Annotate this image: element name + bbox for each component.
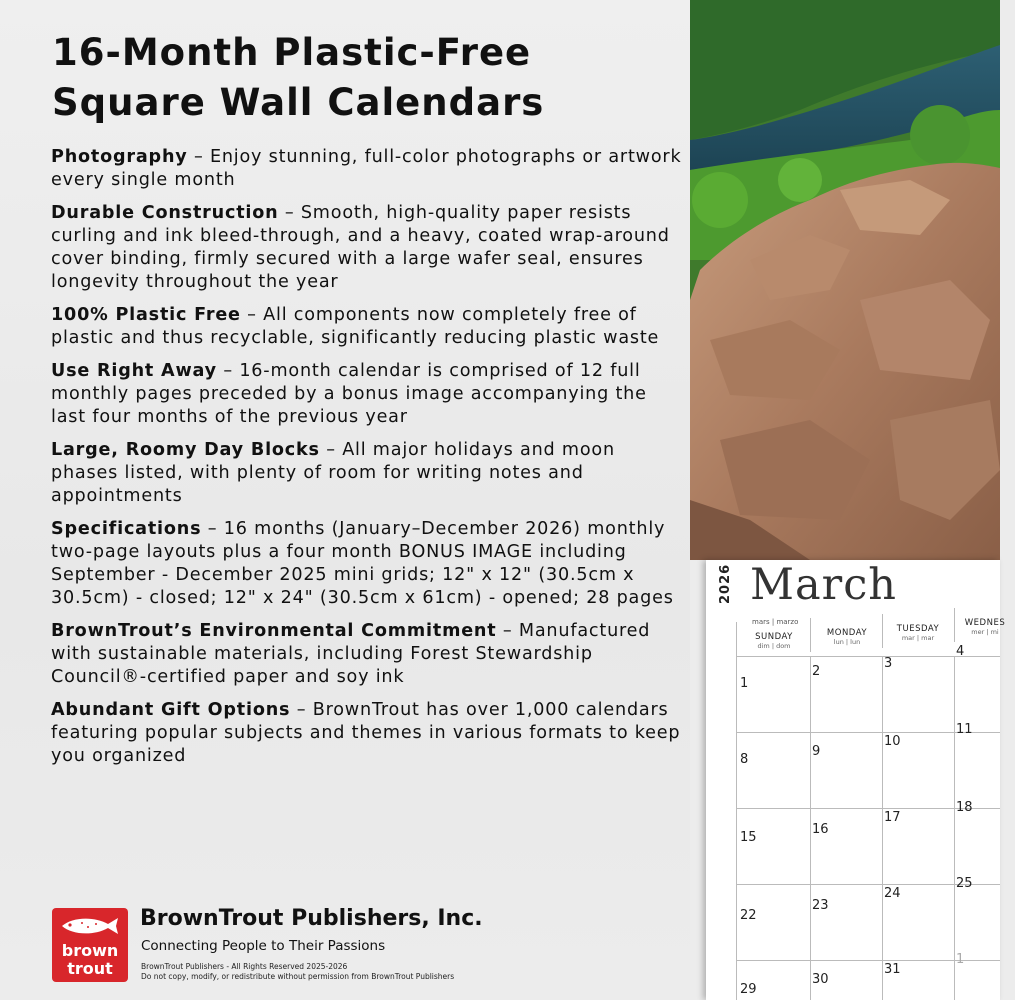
day-translation: mer | mi xyxy=(971,628,999,636)
day-header-tuesday xyxy=(882,614,953,648)
calendar-date: 16 xyxy=(812,822,829,837)
feature-item xyxy=(51,439,687,508)
publisher-tagline: Connecting People to Their Passions xyxy=(141,938,386,954)
day-translation: dim | dom xyxy=(757,642,791,650)
browntrout-logo xyxy=(52,908,128,982)
calendar-date: 10 xyxy=(884,734,901,749)
grid-line xyxy=(736,656,737,1000)
feature-item xyxy=(51,518,687,610)
feature-text: Manufactured with sustainable materials, including Forest Stewardship Council®-certified paper and soy ink xyxy=(51,621,651,687)
day-name: SUNDAY xyxy=(755,632,793,642)
feature-heading: Durable Construction xyxy=(51,203,279,223)
feature-heading: 100% Plastic Free xyxy=(51,305,241,325)
copyright-line-1: BrownTrout Publishers - All Rights Reserved 2025-2026 xyxy=(141,962,348,971)
publisher-block xyxy=(52,906,682,986)
calendar-date: 1 xyxy=(956,952,965,967)
calendar-date: 31 xyxy=(884,962,901,977)
day-name: TUESDAY xyxy=(896,624,940,634)
calendar-year: 2026 xyxy=(718,563,733,604)
calendar-date: 1 xyxy=(740,676,749,691)
calendar-date: 22 xyxy=(740,908,757,923)
calendar-date: 25 xyxy=(956,876,973,891)
calendar-date: 23 xyxy=(812,898,829,913)
page-title xyxy=(52,28,682,128)
day-header-wednesday xyxy=(954,608,1015,642)
feature-item xyxy=(51,202,687,294)
feature-separator: – xyxy=(187,147,210,167)
trout-icon xyxy=(58,914,122,938)
day-header-monday xyxy=(810,618,883,652)
feature-text: 16-month calendar is comprised of 12 full monthly pages preceded by a bonus image accompanying the last four months of the previous year xyxy=(51,361,647,427)
feature-separator: – xyxy=(319,440,343,460)
feature-item xyxy=(51,620,687,689)
feature-heading: Use Right Away xyxy=(51,361,217,381)
feature-separator: – xyxy=(240,305,264,325)
feature-text: Smooth, high-quality paper resists curling and ink bleed-through, and a heavy, coated wrap-around cover binding, firmly secured with a large wafer seal, ensures longevity throughout the year xyxy=(51,203,670,292)
calendar-date: 30 xyxy=(812,972,829,987)
day-name: MONDAY xyxy=(826,628,868,638)
grid-line xyxy=(954,656,955,1000)
calendar-date: 3 xyxy=(884,656,893,671)
copyright-line-2: Do not copy, modify, or redistribute without permission from BrownTrout Publishers xyxy=(141,972,455,981)
feature-text: All major holidays and moon phases listed, with plenty of room for writing notes and appointments xyxy=(51,440,615,506)
feature-item xyxy=(51,699,687,768)
calendar-date: 24 xyxy=(884,886,901,901)
copyright-notice xyxy=(141,962,561,982)
day-header-sunday xyxy=(736,622,811,656)
feature-separator: – xyxy=(496,621,519,641)
feature-item xyxy=(51,146,687,192)
calendar-date: 9 xyxy=(812,744,821,759)
title-line-2: Square Wall Calendars xyxy=(52,81,545,124)
calendar-date: 8 xyxy=(740,752,749,767)
landscape-photo xyxy=(690,0,1000,560)
feature-separator: – xyxy=(201,519,224,539)
logo-text-trout: trout xyxy=(67,959,113,978)
river-rocks-image xyxy=(690,0,1000,560)
calendar-date: 15 xyxy=(740,830,757,845)
grid-line xyxy=(810,656,811,1000)
day-name: WEDNES xyxy=(964,618,1006,628)
feature-heading: Specifications xyxy=(51,519,202,539)
logo-text-brown: brown xyxy=(61,941,119,960)
feature-item xyxy=(51,304,687,350)
calendar-date: 18 xyxy=(956,800,973,815)
calendar-date: 2 xyxy=(812,664,821,679)
feature-separator: – xyxy=(216,361,240,381)
calendar-date: 17 xyxy=(884,810,901,825)
day-translation: lun | lun xyxy=(833,638,861,646)
feature-text: BrownTrout has over 1,000 calendars featuring popular subjects and themes in various formats to keep you organized xyxy=(51,700,681,766)
day-translation: mar | mar xyxy=(901,634,935,642)
feature-heading: Abundant Gift Options xyxy=(51,700,291,720)
title-line-1: 16-Month Plastic-Free xyxy=(52,31,532,74)
feature-separator: – xyxy=(290,700,313,720)
feature-text: 16 months (January–December 2026) monthly two-page layouts plus a four month BONUS IMAGE including September - December 2025 mini grids; 12" x 12" (30.5cm x 30.5cm) - closed; 12" x 24" (30.5cm x 61cm) - opened; 28 pages xyxy=(51,519,674,608)
publisher-name: BrownTrout Publishers, Inc. xyxy=(140,906,483,931)
grid-line xyxy=(882,656,883,1000)
feature-heading: Large, Roomy Day Blocks xyxy=(51,440,320,460)
calendar-date: 11 xyxy=(956,722,973,737)
calendar-month-translation: mars | marzo xyxy=(752,618,799,626)
feature-list xyxy=(51,146,687,778)
feature-heading: BrownTrout’s Environmental Commitment xyxy=(51,621,497,641)
feature-text: Enjoy stunning, full-color photographs or artwork every single month xyxy=(51,147,682,190)
feature-item xyxy=(51,360,687,429)
feature-separator: – xyxy=(278,203,301,223)
calendar-page xyxy=(706,560,1006,1000)
feature-text: All components now completely free of plastic and thus recyclable, significantly reducing plastic waste xyxy=(51,305,660,348)
calendar-date: 4 xyxy=(956,644,965,659)
feature-heading: Photography xyxy=(51,147,188,167)
calendar-date: 29 xyxy=(740,982,757,997)
calendar-month: March xyxy=(750,560,897,610)
